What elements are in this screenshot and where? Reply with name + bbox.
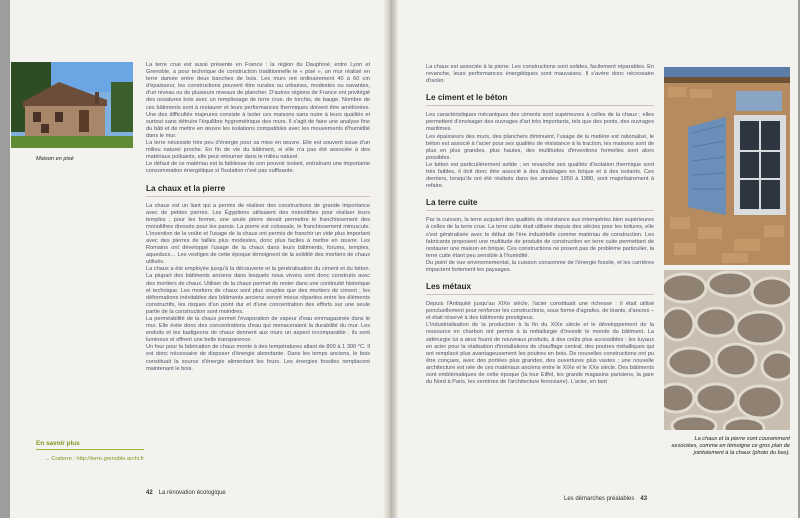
photo-caption: La chaux et la pierre sont couramment associées, comme en témoigne ce gros plan de jointoiement à la chaux (photo du bas). (671, 436, 790, 456)
house-photo (11, 62, 133, 148)
aside-link[interactable]: → Craterre : http://terre.grenoble.archi.fr (44, 456, 144, 462)
paragraph: La chaux est associée à la pierre. Les constructions sont solides, facilement réparables. En revanche, leurs performances énergétiques sont mauvaises. Il s'avère donc nécessaire d'isoler. (426, 64, 654, 85)
paragraph: Du point de vue environnemental, la cuisson consomme de l'énergie fossile, et les carrières impactent fortement les paysages. (426, 259, 654, 273)
further-reading-box (36, 440, 144, 463)
paragraph: Le béton est particulièrement solide ; en revanche ses qualités d'isolation thermique sont très faibles, il doit donc être associé à des doublages en brique et à des isolants. Ces derniers, lorsqu'ils ont été réalisés dans les années 1950 à 1980, sont majoritairement à refaire. (426, 161, 654, 190)
stone-joint-photo (664, 270, 790, 430)
paragraph: La perméabilité de la chaux permet l'évaporation de vapeur d'eau emmagasinée dans le mur. Elle évite donc des concentrations d'eau qui menaceraient la durabilité du mur. Les enduits et les badigeons de chaux donnent aux murs un aspect incomparable ; ils sont lumineux et offrent une belle transparence. (146, 316, 370, 344)
paragraph: Depuis l'Antiquité jusqu'au XIXe siècle, l'acier constituait une richesse : il était utilisé ponctuellement pour renforcer les constructions, sous forme d'agrafes, de tirants, d'ancres – et était réservé à des bâtiments prestigieux. (426, 301, 654, 322)
section-heading: Le ciment et le béton (426, 93, 654, 106)
page-number: 43 (640, 496, 648, 502)
paragraph: La chaux est un liant qui a permis de réaliser des constructions de grande importance avec de petites pierres. Les Égyptiens utilisaient des monolithes pour réaliser leurs temples ; pour les fermer, une seule pierre devait permettre le franchissement des monolithes dressés pour les parois. La pierre est colossale, le franchissement minuscule. L'invention de la voûte et l'usage de la chaux ont permis de franchir un vide plus important avec des pierres de tailles plus modestes, donc plus faciles à mettre en œuvre. Les Romains ont développé l'usage de la chaux dans leurs bâtiments, forums, temples, aqueducs… Les vestiges de cette époque témoignent de la solidité des mortiers de chaux utilisés. (146, 202, 370, 266)
paragraph: La terre nécessite très peu d'énergie pour sa mise en œuvre. Elle est souvent issue d'un milieu naturel proche. En fin de vie du bâtiment, si elle n'a pas été associée à des matériaux polluants, elle peut retourner dans le milieu naturel. (146, 140, 370, 161)
section-heading: La chaux et la pierre (146, 184, 370, 197)
paragraph: Par la cuisson, la terre acquiert des qualités de résistance aux intempéries bien supérieures à celles de la terre crue. La terre cuite était utilisée depuis des siècles pour les toitures, elle s'est généralisée avec le début de l'ère industrielle comme matériau de construction. Les fabricants proposent une multitude de produits de construction en terre cuite permettant de restaurer une maison en brique. Ces constructions ne posent pas de problème particulier, la terre cuite étant peu sensible à l'humidité. (426, 217, 654, 259)
left-page (10, 0, 383, 518)
paragraph: Les épaisseurs des murs, des planchers diminuent, l'usage de la matière est rationalisé, le béton est associé à l'acier pour ses qualités de résistance à la traction, les maisons sont de plus en plus grandes, plus hautes, des multitudes d'inventions formelles sont alors possibles. (426, 133, 654, 161)
book-gutter (383, 0, 398, 518)
paragraph: Un four pour la fabrication de chaux monte à des températures allant de 800 à 1 300 °C. Il est donc nécessaire de disposer d'énergie abondante. Dans les temps anciens, le bois constituait la source d'énergie alimentant les fours. Les énergies fossiles remplacent maintenant le bois. (146, 344, 370, 372)
footer-title: Les démarches préalables (564, 496, 635, 502)
photo-caption: Maison en pisé (36, 156, 74, 162)
window-photo (664, 67, 790, 265)
section-heading: La terre cuite (426, 198, 654, 211)
left-text-column (146, 62, 370, 373)
footer-title: La rénovation écologique (158, 490, 226, 496)
page-footer (564, 496, 647, 502)
section-heading: Les métaux (426, 282, 654, 295)
paragraph: Les caractéristiques mécaniques des ciments sont supérieures à celles de la chaux ; elles permettent d'envisager des ouvrages d'art très importants, tels que des ponts, des ouvrages maritimes. (426, 112, 654, 133)
page-number: 42 (146, 490, 153, 496)
paragraph: La terre crue est aussi présente en France : la région du Dauphiné, entre Lyon et Grenoble, a pour technique de construction traditionnelle le « pisé », un mur réalisé en terre damée entre deux banches de bois. Les murs ont ordinairement 40 à 60 cm d'épaisseur, les constructions peuvent être rurales ou urbaines, modestes ou savantes, d'un niveau ou de plusieurs niveaux de plancher. D'autres régions de France ont privilégié des ossatures bois avec un remplissage de terre crue, de torchis, de bauge. Nombre de ces bâtiments sont à restaurer et leurs performances thermiques doivent être améliorées. Une des difficultés majeures consiste à isoler ces maisons sans nuire à leurs qualités et surtout sans détruire l'équilibre hygrométrique des murs. Il s'agit de faire une analyse fine du bâti et de mettre en œuvre les isolations compatibles avec les mouvements d'humidité dans le mur. (146, 62, 370, 139)
right-page (398, 0, 798, 518)
right-text-column (426, 64, 654, 386)
paragraph: L'industrialisation de la production à la fin du XIXe siècle et le développement de la ressource en charbon ont permis à la métallurgie d'investir le monde du bâtiment. La sidérurgie lui a ainsi fourni de nouveaux produits, à des coûts plus accessibles : les tuyaux en acier pour la réalisation d'installations de chauffage central, des poutres métalliques qui ont remplacé plus avantageusement les poutres en bois. De nouvelles constructions ont pu être conçues, avec des portées plus grandes, des ouvertures plus vastes ; une nouvelle architecture est née de ces matériaux anciens entre le XIXe et le XXe siècle. Des bâtiments sont emblématiques de cette époque (la tour Eiffel, les grands magasins parisiens, la gare du Nord à Paris, les verrières de l'architecture ferroviaire). L'acier, en tant (426, 322, 654, 386)
aside-title: En savoir plus (36, 440, 144, 450)
page-footer (146, 490, 226, 496)
paragraph: Le défaut de ce matériau est la faiblesse de son pouvoir isolant, entraînant une importante consommation énergétique si l'isolation n'est pas suffisante. (146, 161, 370, 175)
paragraph: La chaux a été employée jusqu'à la découverte et la généralisation du ciment et du béton. La plupart des bâtiments anciens dans lesquels nous vivons sont donc construits avec des mortiers de chaux. Utiliser de la chaux permet de rester dans une continuité historique et technique. Les mortiers de chaux sont plus souples que des mortiers de ciment ; les déformations inévitables des bâtiments anciens seront mieux réparties entre les éléments constructifs, les risques d'un point dur et d'une concentration des efforts sur une seule partie de la construction sont moindres. (146, 266, 370, 315)
